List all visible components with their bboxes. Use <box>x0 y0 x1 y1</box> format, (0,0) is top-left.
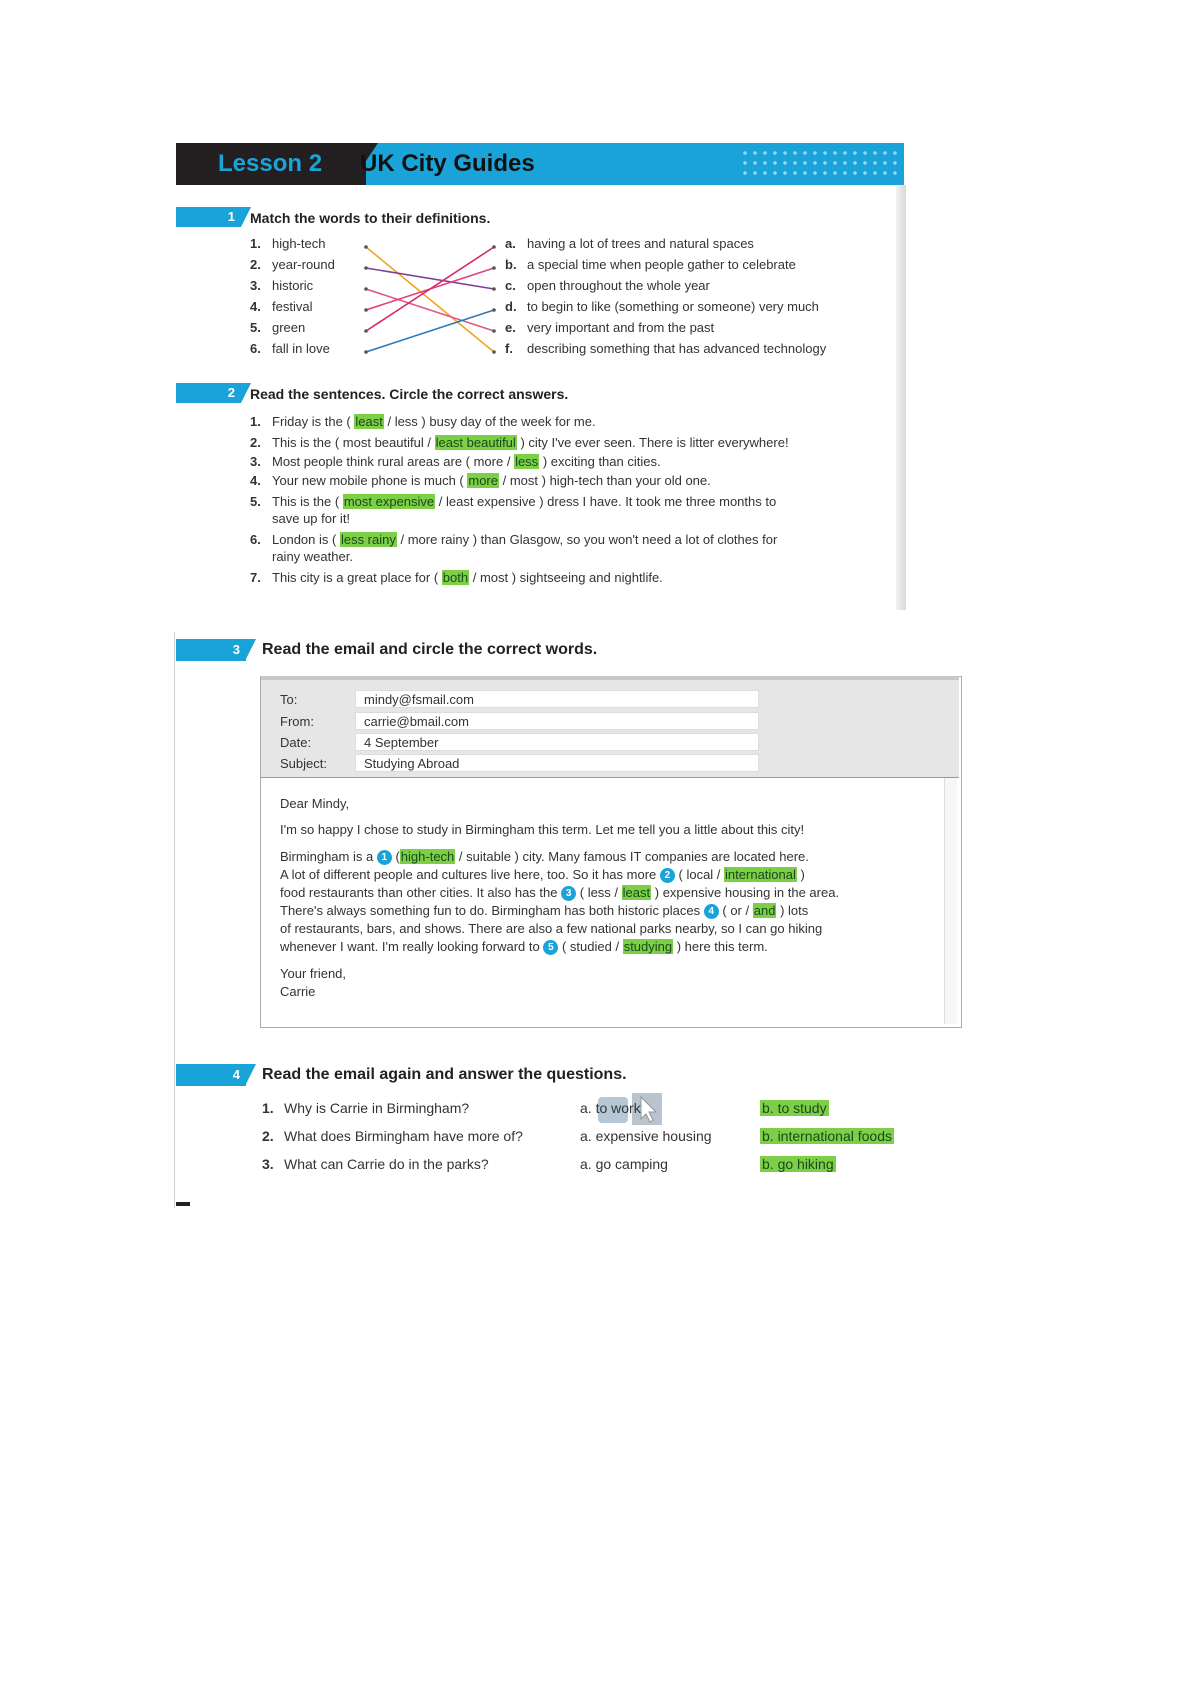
circled-answer[interactable]: less <box>515 454 539 469</box>
definition-letter: d. <box>505 299 517 314</box>
text: / suitable ) city. Many famous IT companies are located here. <box>458 849 809 864</box>
circled-answer[interactable]: least beautiful <box>435 435 516 450</box>
sentence-text: Most people think rural areas are ( more / <box>272 454 511 469</box>
highlighted-answer[interactable]: and <box>753 903 776 918</box>
option-a[interactable]: a. expensive housing <box>580 1128 712 1144</box>
section-4-instruction: Read the email again and answer the questions. <box>262 1066 627 1083</box>
word-text: fall in love <box>272 341 330 356</box>
email-signature: Carrie <box>280 984 316 999</box>
text: ) here this term. <box>676 939 768 954</box>
question-number: 2. <box>262 1128 274 1144</box>
subject-label: Subject: <box>280 756 327 771</box>
definition-text: very important and from the past <box>527 320 715 335</box>
sentence-number: 1. <box>250 414 261 429</box>
header-dot-pattern <box>740 148 900 180</box>
highlighted-answer[interactable]: studying <box>623 939 673 954</box>
definition-item <box>505 257 796 272</box>
email-line-5: of restaurants, bars, and shows. There are also a few national parks nearby, so I can go hiking <box>280 921 823 936</box>
word-number: 3. <box>250 278 261 293</box>
date-label: Date: <box>280 735 312 750</box>
match-dot <box>364 329 368 333</box>
question-item <box>262 1128 523 1144</box>
section-3-tab: 3 <box>176 639 246 661</box>
sentence-item <box>250 570 663 585</box>
sentence-text: Your new mobile phone is much ( <box>272 473 464 488</box>
section-3-instruction: Read the email and circle the correct words. <box>262 641 598 658</box>
word-text: green <box>272 320 306 335</box>
sentence-text: / more rainy ) than Glasgow, so you won't need a lot of clothes for <box>400 532 778 547</box>
text: food restaurants than other cities. It also has the <box>280 885 558 900</box>
sentence-text: / most ) sightseeing and nightlife. <box>472 570 663 585</box>
match-dot <box>364 266 368 270</box>
match-line <box>366 310 494 352</box>
text: ) expensive housing in the area. <box>654 885 840 900</box>
definition-item <box>505 320 714 335</box>
question-item <box>262 1156 489 1172</box>
gap-number: 5 <box>543 940 558 955</box>
circled-answer[interactable]: most expensive <box>343 494 435 509</box>
email-line-6 <box>280 938 768 957</box>
section-2-instruction: Read the sentences. Circle the correct answers. <box>250 386 569 402</box>
word-item <box>250 299 312 314</box>
definition-item <box>505 341 826 356</box>
sentence-item <box>250 414 596 429</box>
gap-number: 2 <box>660 868 675 883</box>
highlighted-answer[interactable]: least <box>622 885 651 900</box>
sentence-text: Friday is the ( <box>272 414 351 429</box>
email-closing: Your friend, <box>280 966 347 981</box>
word-number: 1. <box>250 236 261 251</box>
sentence-text: ) city I've ever seen. There is litter everywhere! <box>520 435 789 450</box>
from-label: From: <box>280 714 314 729</box>
question-item <box>262 1100 469 1116</box>
email-scrollbar[interactable] <box>944 778 957 1024</box>
email-intro: I'm so happy I chose to study in Birmingham this term. Let me tell you a little about this city! <box>280 822 805 837</box>
word-item <box>250 341 330 356</box>
section-1-tab: 1 <box>176 207 241 227</box>
sentence-item <box>250 454 661 469</box>
sentence-continuation: save up for it! <box>272 511 351 526</box>
word-number: 6. <box>250 341 261 356</box>
to-field[interactable]: mindy@fsmail.com <box>355 690 759 708</box>
section-2-tab: 2 <box>176 383 241 403</box>
option-b-selected[interactable]: b. go hiking <box>762 1156 834 1172</box>
question-text: Why is Carrie in Birmingham? <box>284 1100 470 1116</box>
circled-answer[interactable]: less rainy <box>340 532 396 547</box>
word-number: 2. <box>250 257 261 272</box>
email-line-4 <box>280 902 808 921</box>
definition-text: having a lot of trees and natural spaces <box>527 236 754 251</box>
sentence-text: This is the ( <box>272 494 340 509</box>
match-line <box>366 289 494 331</box>
lesson-title: UK City Guides <box>360 150 535 177</box>
match-dot <box>492 329 496 333</box>
word-number: 5. <box>250 320 261 335</box>
text: whenever I want. I'm really looking forward to <box>280 939 540 954</box>
text: Birmingham is a <box>280 849 374 864</box>
subject-field[interactable]: Studying Abroad <box>355 754 759 772</box>
text: ( less / <box>579 885 619 900</box>
option-b-selected[interactable]: b. to study <box>762 1100 827 1116</box>
circled-answer[interactable]: more <box>468 473 498 488</box>
question-number: 1. <box>262 1100 274 1116</box>
sentence-text: ) exciting than cities. <box>542 454 661 469</box>
sentence-number: 3. <box>250 454 261 469</box>
definition-text: to begin to like (something or someone) very much <box>527 299 819 314</box>
question-text: What can Carrie do in the parks? <box>284 1156 489 1172</box>
sentence-text: London is ( <box>272 532 337 547</box>
word-number: 4. <box>250 299 261 314</box>
sentence-text: / less ) busy day of the week for me. <box>387 414 596 429</box>
definition-text: open throughout the whole year <box>527 278 710 293</box>
word-item <box>250 278 313 293</box>
match-dot <box>364 245 368 249</box>
text: ( or / <box>722 903 750 918</box>
text: ( studied / <box>561 939 620 954</box>
sentence-number: 2. <box>250 435 261 450</box>
page-mark <box>176 1202 190 1206</box>
word-text: year-round <box>272 257 335 272</box>
text: A lot of different people and cultures live here, too. So it has more <box>280 867 657 882</box>
text: ) <box>800 867 805 882</box>
to-label: To: <box>280 692 298 707</box>
option-a[interactable]: a. go camping <box>580 1156 668 1172</box>
question-text: What does Birmingham have more of? <box>284 1128 523 1144</box>
definition-item <box>505 299 819 314</box>
sentence-item <box>250 473 711 488</box>
from-field[interactable]: carrie@bmail.com <box>355 712 759 730</box>
sentence-number: 6. <box>250 532 261 547</box>
definition-letter: b. <box>505 257 517 272</box>
definition-letter: e. <box>505 320 516 335</box>
lesson-number: Lesson 2 <box>218 150 323 177</box>
definition-text: a special time when people gather to celebrate <box>527 257 796 272</box>
sentence-number: 5. <box>250 494 261 509</box>
match-line <box>366 247 494 331</box>
date-field[interactable]: 4 September <box>355 733 759 751</box>
section-1-instruction: Match the words to their definitions. <box>250 210 491 226</box>
sentence-item <box>250 532 777 547</box>
question-number: 3. <box>262 1156 274 1172</box>
matching-lines <box>360 240 510 360</box>
match-line <box>366 247 494 352</box>
option-b-selected[interactable]: b. international foods <box>762 1128 892 1144</box>
definition-letter: c. <box>505 278 516 293</box>
match-dot <box>364 308 368 312</box>
circled-answer[interactable]: both <box>442 570 469 585</box>
sentence-text: / least expensive ) dress I have. It took me three months to <box>438 494 777 509</box>
match-dot <box>492 287 496 291</box>
match-dot <box>492 308 496 312</box>
option-a[interactable]: a. to work <box>580 1100 641 1116</box>
definition-item <box>505 278 710 293</box>
circled-answer[interactable]: least <box>355 414 383 429</box>
text: There's always something fun to do. Birmingham has both historic places <box>280 903 701 918</box>
gap-number: 1 <box>377 850 392 865</box>
text: ( <box>395 849 400 864</box>
text: ) lots <box>780 903 809 918</box>
highlighted-answer[interactable]: high-tech <box>400 849 455 864</box>
gap-number: 4 <box>704 904 719 919</box>
definition-letter: f. <box>505 341 513 356</box>
sentence-text: This is the ( most beautiful / <box>272 435 431 450</box>
definition-item <box>505 236 754 251</box>
text: ( local / <box>678 867 721 882</box>
word-text: historic <box>272 278 314 293</box>
gap-number: 3 <box>561 886 576 901</box>
sentence-text: This city is a great place for ( <box>272 570 439 585</box>
definition-letter: a. <box>505 236 516 251</box>
word-item <box>250 236 325 251</box>
sentence-item <box>250 435 789 450</box>
match-dot <box>364 287 368 291</box>
page-left-border <box>174 632 175 1208</box>
word-text: high-tech <box>272 236 326 251</box>
word-text: festival <box>272 299 313 314</box>
sentence-item <box>250 494 776 509</box>
match-dot <box>492 266 496 270</box>
highlighted-answer[interactable]: international <box>725 867 796 882</box>
sentence-number: 7. <box>250 570 261 585</box>
email-line-3 <box>280 884 839 903</box>
sentence-continuation: rainy weather. <box>272 549 353 564</box>
page-edge-shadow <box>896 185 906 610</box>
email-line-1 <box>280 848 809 867</box>
sentence-text: / most ) high-tech than your old one. <box>502 473 711 488</box>
sentence-number: 4. <box>250 473 261 488</box>
section-4-tab: 4 <box>176 1064 246 1086</box>
email-greeting: Dear Mindy, <box>280 796 350 811</box>
word-item <box>250 320 305 335</box>
definition-text: describing something that has advanced technology <box>527 341 827 356</box>
match-dot <box>492 245 496 249</box>
match-dot <box>364 350 368 354</box>
match-dot <box>492 350 496 354</box>
email-line-2 <box>280 866 805 885</box>
match-line <box>366 268 494 289</box>
word-item <box>250 257 335 272</box>
